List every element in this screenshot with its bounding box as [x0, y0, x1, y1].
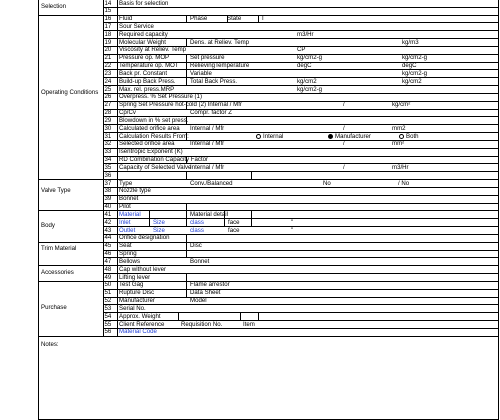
row-number: 19 [104, 38, 112, 46]
cell-v1: I [262, 15, 264, 23]
cell-label: Selected orifice area [119, 140, 175, 148]
section-divider [38, 179, 103, 180]
cell-u1b: degC [297, 62, 312, 70]
calc-source-radio[interactable] [256, 134, 261, 139]
cell-label: Blowdown in % set press. [119, 116, 189, 124]
row-number: 31 [104, 132, 112, 140]
cell-label: Sour Service [119, 22, 154, 30]
cell-c3: class [190, 218, 204, 226]
cell-u1b: kg/cm2-g [297, 54, 323, 62]
cell-c3: Internal / Mfr [190, 163, 225, 171]
cell-divider [251, 210, 252, 226]
cell-divider [186, 101, 187, 109]
cell-u1: m3/Hr [297, 30, 314, 38]
section-label: Trim Material [41, 245, 77, 253]
number-column-divider [117, 0, 118, 336]
row-divider [103, 312, 498, 313]
cell-label: Temperature op. MOT [119, 62, 179, 70]
row-number: 29 [104, 116, 112, 124]
row-number: 27 [104, 101, 112, 109]
cell-divider [186, 171, 187, 179]
cell-label: Required capacity [119, 30, 168, 38]
row-number: 37 [104, 179, 112, 187]
cell-req: Requisition No. [181, 320, 223, 328]
row-divider [103, 179, 498, 180]
calc-source-radio[interactable] [399, 134, 404, 139]
row-number: 45 [104, 242, 112, 250]
row-divider [103, 203, 498, 204]
cell-divider [186, 234, 187, 257]
row-number: 28 [104, 109, 112, 117]
cell-c4: State [227, 15, 242, 23]
cell-u3: m3/Hr [392, 163, 409, 171]
cell-u1b: kg/cm2 [297, 77, 317, 85]
cell-divider [186, 273, 187, 296]
cell-label: Cp/Cv [119, 109, 136, 117]
cell-c3: Internal / Mfr [190, 140, 225, 148]
cell-label: Basis for selection [119, 0, 169, 7]
cell-u3: mm² [392, 140, 405, 148]
cell-c3: Flame arrestor [190, 281, 230, 289]
row-number: 33 [104, 148, 112, 156]
cell-divider [186, 210, 187, 226]
row-number: 24 [104, 77, 112, 85]
calc-source-radio[interactable] [328, 134, 333, 139]
cell-label: Outlet [119, 226, 136, 234]
section-label: Selection [41, 2, 67, 10]
section-divider [38, 210, 103, 211]
row-number: 42 [104, 218, 112, 226]
calc-source-label: Internal [263, 132, 284, 140]
row-divider [103, 22, 498, 23]
cell-divider [258, 15, 259, 23]
cell-size: Size [153, 218, 165, 226]
cell-label: Serial No. [119, 304, 146, 312]
cell-u2: kg/m3 [402, 38, 419, 46]
cell-c3: Total Back Press. [190, 77, 238, 85]
row-divider [103, 304, 498, 305]
row-number: 25 [104, 85, 112, 93]
row-number: 56 [104, 328, 112, 336]
cell-divider [224, 210, 225, 226]
cell-u3: kg/cm² [392, 101, 411, 109]
cell-no2: / No [398, 179, 410, 187]
cell-c3: Conv./Balanced [190, 179, 233, 187]
row-number: 53 [104, 304, 112, 312]
row-number: 52 [104, 297, 112, 305]
section-label: Purchase [41, 304, 67, 312]
cell-u2b: kg/cm2 [402, 77, 422, 85]
section-divider [38, 265, 103, 266]
cell-divider [186, 38, 187, 46]
cell-quote: " [291, 226, 294, 234]
table-bottom-border [38, 336, 498, 337]
cell-slash: / [343, 140, 345, 148]
row-number: 17 [104, 22, 112, 30]
cell-label: RD Combination Capacity Factor [119, 156, 209, 164]
row-number: 16 [104, 15, 112, 23]
cell-u2b: degC [402, 62, 417, 70]
cell-face: face [228, 226, 240, 234]
row-number: 15 [104, 7, 112, 15]
cell-divider [251, 171, 252, 179]
cell-c3: Data Sheet [190, 289, 221, 297]
row-number: 43 [104, 226, 112, 234]
cell-label: Build-up Back Press. [119, 77, 176, 85]
row-number: 18 [104, 30, 112, 38]
cell-label: Overpress. % Set Pressure (1) [119, 93, 202, 101]
cell-face: face [228, 218, 240, 226]
cell-u1: CP [297, 46, 306, 54]
row-divider [103, 242, 498, 243]
cell-divider [186, 132, 187, 140]
cell-divider [186, 54, 187, 85]
row-number: 26 [104, 93, 112, 101]
cell-label: Lifting lever [119, 273, 151, 281]
row-number: 55 [104, 320, 112, 328]
row-number: 48 [104, 265, 112, 273]
row-divider [103, 289, 498, 290]
cell-c3: Bonnet [190, 257, 210, 265]
cell-label: Pressure op. MOP [119, 54, 170, 62]
row-divider [103, 109, 498, 110]
cell-c3: Compr. factor Z [190, 109, 232, 117]
cell-c3: Dens. at Reliev. Temp [190, 38, 250, 46]
cell-divider [258, 312, 259, 320]
row-divider [103, 171, 498, 172]
cell-divider [240, 312, 241, 320]
row-divider [103, 273, 498, 274]
cell-label: Bellows [119, 257, 140, 265]
row-number: 14 [104, 0, 112, 7]
section-label: Operating Conditions [41, 88, 99, 96]
row-number: 23 [104, 69, 112, 77]
cell-u1b: kg/cm2-g [297, 85, 323, 93]
cell-label: Type [119, 179, 133, 187]
row-number: 50 [104, 281, 112, 289]
row-divider [103, 250, 498, 251]
cell-label: Cap without lever [119, 265, 167, 273]
row-divider [103, 7, 498, 8]
cell-label: Spring Set Pressure hot-cold (2) Internal / Mfr [119, 101, 242, 109]
cell-label: Manufacturer [119, 297, 155, 305]
cell-c3: Disc [190, 242, 202, 250]
row-number: 21 [104, 54, 112, 62]
cell-label: Rupture Disc [119, 289, 155, 297]
cell-label: Test Gag [119, 281, 144, 289]
cell-divider [186, 156, 187, 164]
row-divider [103, 328, 498, 329]
row-divider [103, 281, 498, 282]
cell-u2b: kg/cm2-g [402, 69, 428, 77]
cell-label: Calculation Results From: [119, 132, 189, 140]
row-number: 47 [104, 257, 112, 265]
cell-label: Capacity of Selected Valve [119, 163, 192, 171]
calc-source-label: Both [406, 132, 419, 140]
cell-size: Size [153, 226, 165, 234]
cell-slash: / [343, 101, 345, 109]
row-number: 22 [104, 62, 112, 70]
cell-label: Max. rel. press.MRP [119, 85, 175, 93]
notes-label: Notes: [41, 340, 59, 348]
cell-label: Approx. Weight [119, 312, 161, 320]
row-number: 51 [104, 289, 112, 297]
cell-slash: / [343, 124, 345, 132]
cell-label: Isentropic Exponent (K) [119, 148, 183, 156]
cell-u2b: kg/cm2-g [402, 54, 428, 62]
cell-c3: Phase [190, 15, 208, 23]
cell-divider [186, 116, 187, 124]
row-number: 36 [104, 171, 112, 179]
cell-label: Spring [119, 250, 137, 258]
cell-divider [186, 203, 187, 211]
cell-c3: RelievingTemperature [190, 62, 250, 70]
cell-item: Item [243, 320, 255, 328]
row-number: 38 [104, 187, 112, 195]
row-divider [103, 297, 498, 298]
section-label: Body [41, 222, 55, 230]
row-number: 40 [104, 203, 112, 211]
row-number: 32 [104, 140, 112, 148]
section-divider [38, 15, 103, 16]
row-number: 44 [104, 234, 112, 242]
cell-u3: mm2 [392, 124, 406, 132]
cell-label: Client Reference [119, 320, 165, 328]
cell-c3: Model [190, 297, 207, 305]
cell-c3: class [190, 226, 204, 234]
row-number: 49 [104, 273, 112, 281]
frame-right-border [498, 0, 499, 420]
cell-label: Bonnet [119, 195, 139, 203]
cell-slash: / [343, 163, 345, 171]
cell-divider [149, 210, 150, 226]
cell-label: Material Code [119, 328, 157, 336]
calc-source-label: Manufacturer [335, 132, 371, 140]
row-number: 35 [104, 163, 112, 171]
row-divider [103, 195, 498, 196]
row-number: 39 [104, 195, 112, 203]
cell-label: Back pr. Constant [119, 69, 168, 77]
row-number: 46 [104, 250, 112, 258]
cell-label: Calculated orifice area [119, 124, 180, 132]
row-number: 41 [104, 210, 112, 218]
cell-label: Fluid [119, 15, 133, 23]
cell-label: Orifice designation [119, 234, 170, 242]
section-divider [38, 242, 103, 243]
cell-label: Inlet [119, 218, 131, 226]
cell-label: Material [119, 210, 141, 218]
cell-quote: " [291, 218, 294, 226]
section-label: Valve Type [41, 186, 71, 194]
cell-label: Nozzle type [119, 187, 151, 195]
section-divider [38, 281, 103, 282]
cell-label: Pilot [119, 203, 131, 211]
cell-divider [227, 15, 228, 23]
row-number: 54 [104, 312, 112, 320]
row-number: 20 [104, 46, 112, 54]
cell-label: Molecular Weight [119, 38, 166, 46]
row-divider [103, 210, 498, 211]
cell-c3: Set pressure [190, 54, 225, 62]
cell-c3: Material detail [190, 210, 228, 218]
row-divider [103, 257, 498, 258]
cell-no1: No [323, 179, 331, 187]
cell-divider [178, 312, 179, 320]
row-divider [103, 187, 498, 188]
row-number: 30 [104, 124, 112, 132]
row-divider [103, 15, 498, 16]
cell-c3: Variable [190, 69, 212, 77]
cell-divider [186, 15, 187, 23]
section-label: Accessories [41, 269, 74, 277]
cell-label: Viscosity at Reliev. Temp [119, 46, 187, 54]
cell-c3: Internal / Mfr [190, 124, 225, 132]
cell-label: Seat [119, 242, 132, 250]
row-number: 34 [104, 156, 112, 164]
